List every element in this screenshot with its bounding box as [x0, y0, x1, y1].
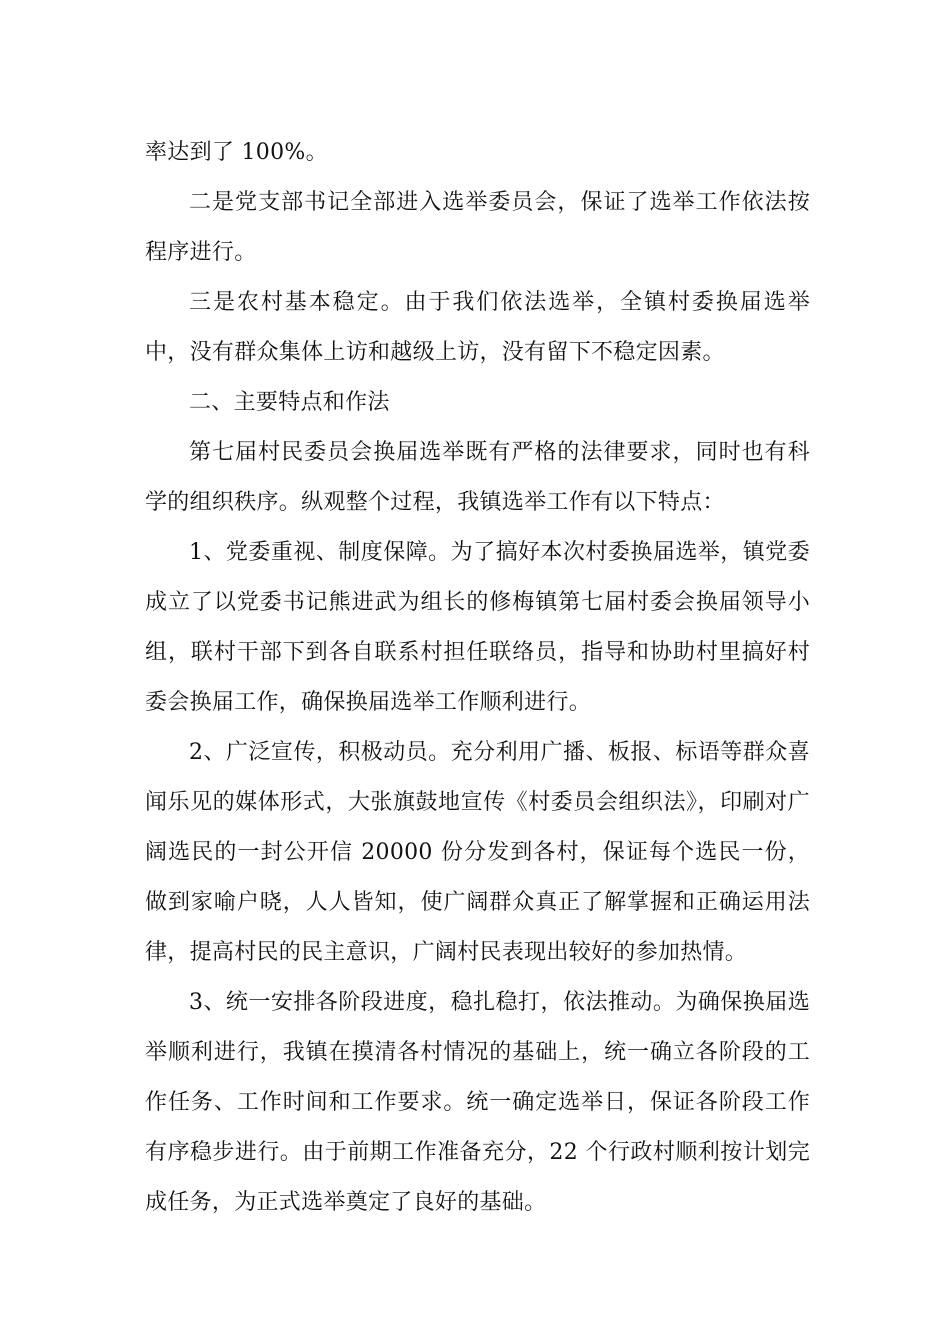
section-heading-features: 二、主要特点和作法: [189, 390, 390, 415]
document-body: [145, 128, 810, 1228]
paragraph-item-3: 3、统一安排各阶段进度，稳扎稳打，依法推动。为确保换届选举顺利进行，我镇在摸清各村情况的基础上，统一确立各阶段的工作任务、工作时间和工作要求。统一确定选举日，保证各阶段工作有序稳步进行。由于前期工作准备充分，22 个行政村顺利按计划完成任务，为正式选举奠定了良好的基础。: [145, 990, 810, 1215]
paragraph-election-overview: 第七届村民委员会换届选举既有严格的法律要求，同时也有科学的组织秩序。纵观整个过程，我镇选举工作有以下特点：: [145, 440, 810, 515]
paragraph-rural-stability: 三是农村基本稳定。由于我们依法选举，全镇村委换届选举中，没有群众集体上访和越级上访，没有留下不稳定因素。: [145, 290, 810, 365]
paragraph-item-1: 1、党委重视、制度保障。为了搞好本次村委换届选举，镇党委成立了以党委书记熊进武为组长的修梅镇第七届村委会换届领导小组，联村干部下到各自联系村担任联络员，指导和协助村里搞好村委会换届工作，确保换届选举工作顺利进行。: [145, 540, 810, 715]
paragraph-party-secretaries: 二是党支部书记全部进入选举委员会，保证了选举工作依法按程序进行。: [145, 190, 810, 265]
paragraph-continuation: 率达到了 100%。: [145, 140, 328, 165]
paragraph-item-2: 2、广泛宣传，积极动员。充分利用广播、板报、标语等群众喜闻乐见的媒体形式，大张旗鼓地宣传《村委员会组织法》，印刷对广阔选民的一封公开信 20000 份分发到各村，保证每个选民一份，做到家喻户晓，人人皆知，使广阔群众真正了解掌握和正确运用法律，提高村民的民主意识，广阔村民表现出较好的参加热情。: [145, 740, 810, 965]
